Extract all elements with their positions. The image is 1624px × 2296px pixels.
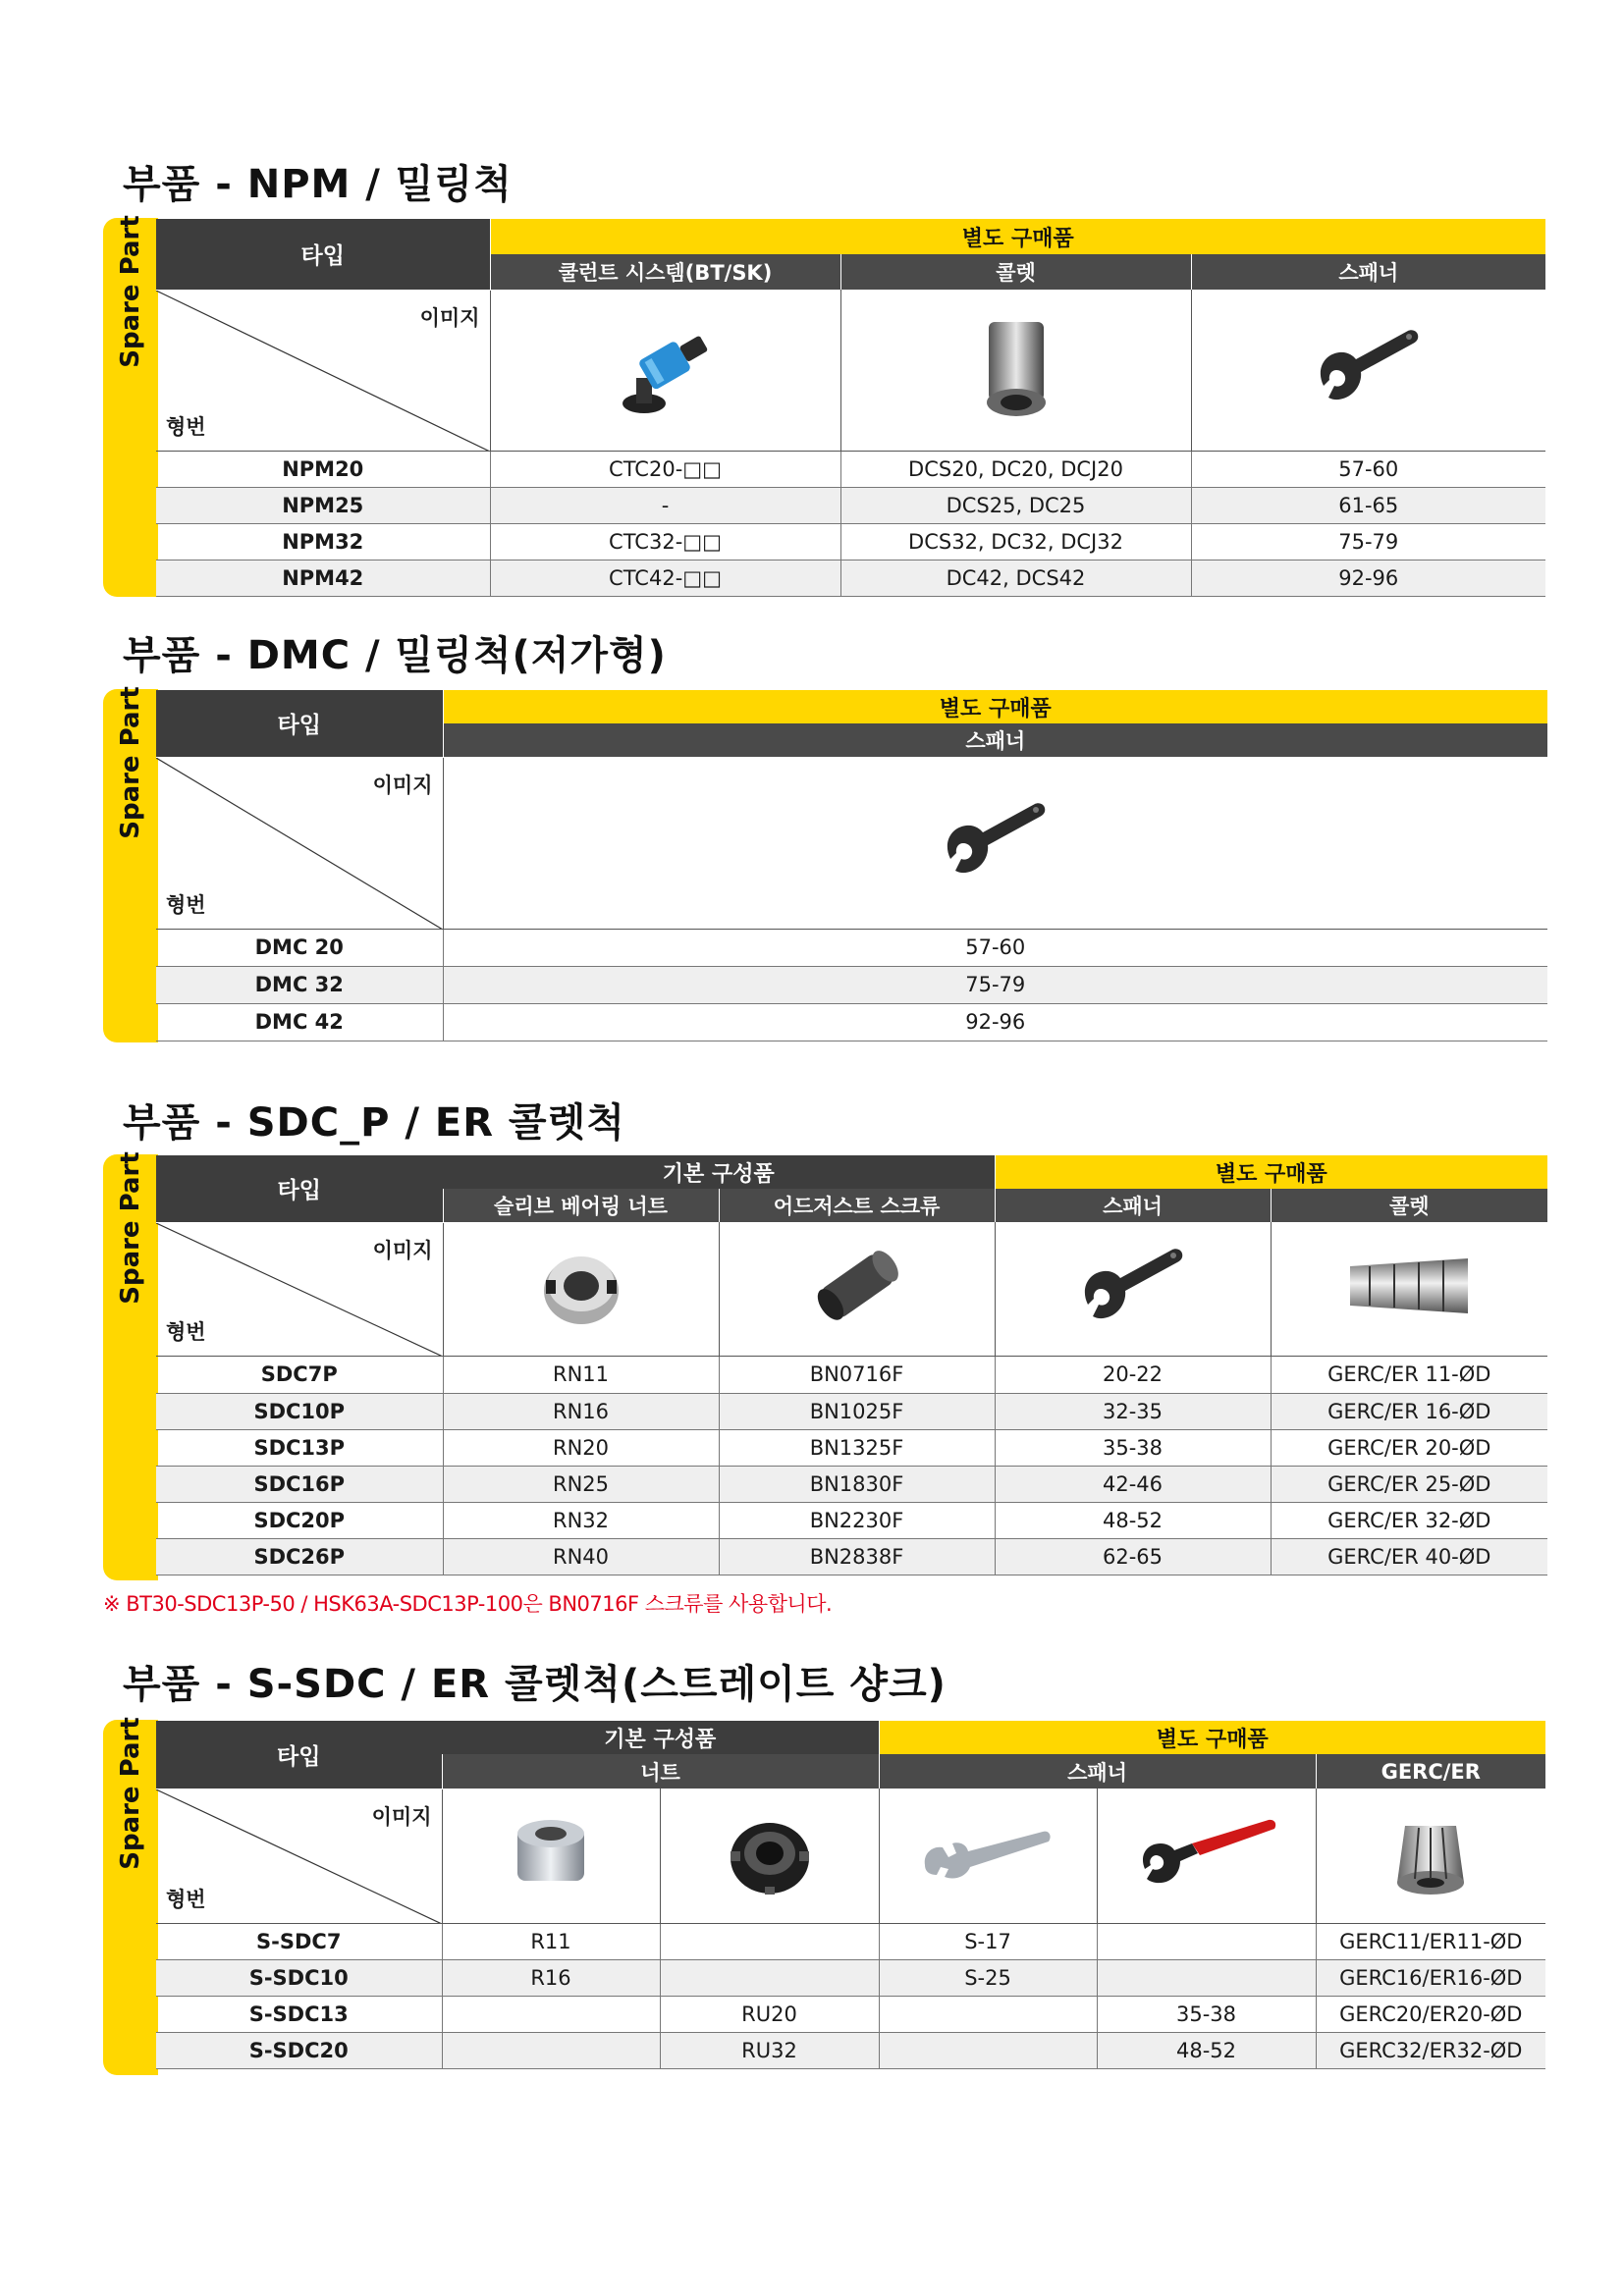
image-model-corner	[156, 290, 490, 451]
spanner-cell: 57-60	[443, 929, 1547, 966]
image-model-corner	[156, 757, 443, 929]
spanner-image	[443, 757, 1547, 929]
collet-cell: GERC/ER 25-ØD	[1271, 1466, 1547, 1502]
section-title-ssdc: 부품 - S-SDC / ER 콜렛척(스트레이트 샹크)	[123, 1662, 947, 1707]
spare-part-tab	[103, 215, 158, 597]
spanner-cell: 48-52	[1097, 2032, 1316, 2068]
image-label: 이미지	[419, 305, 480, 330]
image-label: 이미지	[372, 1238, 433, 1262]
spanner-cell: 32-35	[995, 1393, 1271, 1429]
separate-purchase-header: 별도 구매품	[995, 1155, 1547, 1189]
col-sleeve-bearing-nut: 슬리브 베어링 너트	[443, 1189, 719, 1222]
spanner-cell: S-25	[879, 1959, 1097, 1996]
image-label: 이미지	[372, 773, 433, 797]
sleeve-bearing-nut-image	[443, 1222, 719, 1356]
model-cell: DMC 20	[156, 929, 443, 966]
image-model-corner	[156, 1222, 443, 1356]
model-cell: SDC16P	[156, 1466, 443, 1502]
coolant-cell: CTC20-□□	[490, 451, 840, 487]
spanner-cell: 35-38	[1097, 1996, 1316, 2032]
col-adjust-screw: 어드저스트 스크류	[719, 1189, 995, 1222]
col-nut: 너트	[442, 1754, 879, 1789]
spare-part-tab	[103, 686, 158, 1042]
spanner-image	[995, 1222, 1271, 1356]
gerc-cell: GERC32/ER32-ØD	[1316, 2032, 1545, 2068]
collet-cell: DCS25, DC25	[840, 487, 1191, 523]
sdcp-parts-table	[156, 1155, 1547, 1575]
separate-purchase-header: 별도 구매품	[879, 1721, 1545, 1754]
screw-cell: BN1325F	[719, 1429, 995, 1466]
spanner-cell: S-17	[879, 1923, 1097, 1959]
spanner-cell: 48-52	[995, 1502, 1271, 1538]
spanner-cell: 42-46	[995, 1466, 1271, 1502]
nut-cell: RN20	[443, 1429, 719, 1466]
adjust-screw-image	[719, 1222, 995, 1356]
type-header: 타입	[156, 219, 490, 290]
npm-parts-table	[156, 219, 1545, 597]
nut-cell: RN11	[443, 1356, 719, 1393]
col-collet: 콜렛	[840, 254, 1191, 290]
section-title-npm: 부품 - NPM / 밀링척	[123, 162, 513, 207]
spare-part-label: Spare Part	[116, 1151, 145, 1305]
screw-cell: BN2838F	[719, 1538, 995, 1575]
col-gerc-er: GERC/ER	[1316, 1754, 1545, 1789]
collet-cell: GERC/ER 40-ØD	[1271, 1538, 1547, 1575]
gerc-cell: GERC20/ER20-ØD	[1316, 1996, 1545, 2032]
nut-cell	[442, 1996, 660, 2032]
slotted-nut-image	[660, 1789, 879, 1923]
spare-part-label: Spare Part	[116, 215, 145, 368]
collet-image	[840, 290, 1191, 451]
spanner-cell: 62-65	[995, 1538, 1271, 1575]
collet-cell: GERC/ER 11-ØD	[1271, 1356, 1547, 1393]
spanner-cell: 57-60	[1191, 451, 1545, 487]
collet-cell: GERC/ER 20-ØD	[1271, 1429, 1547, 1466]
model-label: 형번	[166, 892, 206, 917]
type-header: 타입	[156, 1721, 442, 1789]
model-cell: SDC20P	[156, 1502, 443, 1538]
spanner-cell: 75-79	[1191, 523, 1545, 560]
model-cell: SDC7P	[156, 1356, 443, 1393]
ssdc-parts-table	[156, 1721, 1545, 2069]
nut-cell	[442, 2032, 660, 2068]
screw-cell: BN2230F	[719, 1502, 995, 1538]
type-header: 타입	[156, 1155, 443, 1222]
gerc-cell: GERC11/ER11-ØD	[1316, 1923, 1545, 1959]
collet-cell: DCS32, DC32, DCJ32	[840, 523, 1191, 560]
spanner-image	[1191, 290, 1545, 451]
model-cell: SDC13P	[156, 1429, 443, 1466]
section-title-dmc: 부품 - DMC / 밀링척(저가형)	[123, 633, 667, 678]
model-cell: S-SDC10	[156, 1959, 442, 1996]
col-spanner: 스패너	[995, 1189, 1271, 1222]
basic-components-header: 기본 구성품	[442, 1721, 879, 1754]
collet-cell: DC42, DCS42	[840, 560, 1191, 596]
col-spanner: 스패너	[443, 723, 1547, 757]
model-cell: SDC10P	[156, 1393, 443, 1429]
spanner-cell: 92-96	[1191, 560, 1545, 596]
col-spanner: 스패너	[1191, 254, 1545, 290]
nut-cell	[660, 1923, 879, 1959]
nut-cell: RN25	[443, 1466, 719, 1502]
spare-part-label: Spare Part	[116, 686, 145, 839]
model-label: 형번	[166, 1319, 206, 1344]
spare-part-tab	[103, 1151, 158, 1580]
model-cell: NPM20	[156, 451, 490, 487]
nut-cell	[660, 1959, 879, 1996]
separate-purchase-header: 별도 구매품	[443, 690, 1547, 723]
nut-cell: RU32	[660, 2032, 879, 2068]
dmc-parts-table	[156, 690, 1547, 1041]
spanner-cell: 75-79	[443, 966, 1547, 1003]
nut-cell: R11	[442, 1923, 660, 1959]
spanner-cell	[1097, 1959, 1316, 1996]
image-model-corner	[156, 1789, 442, 1923]
model-cell: NPM25	[156, 487, 490, 523]
coolant-cell: CTC32-□□	[490, 523, 840, 560]
round-nut-image	[442, 1789, 660, 1923]
collet-cell: GERC/ER 16-ØD	[1271, 1393, 1547, 1429]
model-cell: NPM42	[156, 560, 490, 596]
model-cell: S-SDC7	[156, 1923, 442, 1959]
model-cell: S-SDC20	[156, 2032, 442, 2068]
model-label: 형번	[166, 414, 206, 439]
spanner-cell: 20-22	[995, 1356, 1271, 1393]
coolant-cell: CTC42-□□	[490, 560, 840, 596]
nut-cell: RN40	[443, 1538, 719, 1575]
coolant-cell: -	[490, 487, 840, 523]
nut-cell: R16	[442, 1959, 660, 1996]
spanner-cell: 92-96	[443, 1003, 1547, 1041]
screw-cell: BN1025F	[719, 1393, 995, 1429]
spare-part-label: Spare Part	[116, 1717, 145, 1870]
col-spanner: 스패너	[879, 1754, 1316, 1789]
spanner-cell: 61-65	[1191, 487, 1545, 523]
image-label: 이미지	[371, 1804, 432, 1829]
spanner-cell	[879, 2032, 1097, 2068]
red-hook-spanner-image	[1097, 1789, 1316, 1923]
nut-cell: RU20	[660, 1996, 879, 2032]
open-spanner-image	[879, 1789, 1097, 1923]
model-cell: SDC26P	[156, 1538, 443, 1575]
gerc-collet-image	[1316, 1789, 1545, 1923]
model-cell: DMC 42	[156, 1003, 443, 1041]
screw-cell: BN0716F	[719, 1356, 995, 1393]
gerc-cell: GERC16/ER16-ØD	[1316, 1959, 1545, 1996]
model-cell: DMC 32	[156, 966, 443, 1003]
separate-purchase-header: 별도 구매품	[490, 219, 1545, 254]
spanner-cell: 35-38	[995, 1429, 1271, 1466]
footnote: ※ BT30-SDC13P-50 / HSK63A-SDC13P-100은 BN0716F 스크류를 사용합니다.	[103, 1592, 833, 1616]
spanner-cell	[879, 1996, 1097, 2032]
collet-cell: GERC/ER 32-ØD	[1271, 1502, 1547, 1538]
spanner-cell	[1097, 1923, 1316, 1959]
section-title-sdcp: 부품 - SDC_P / ER 콜렛척	[123, 1100, 625, 1146]
collet-image	[1271, 1222, 1547, 1356]
nut-cell: RN16	[443, 1393, 719, 1429]
col-coolant-system: 쿨런트 시스템(BT/SK)	[490, 254, 840, 290]
nut-cell: RN32	[443, 1502, 719, 1538]
screw-cell: BN1830F	[719, 1466, 995, 1502]
coolant-system-image	[490, 290, 840, 451]
basic-components-header: 기본 구성품	[443, 1155, 995, 1189]
model-cell: NPM32	[156, 523, 490, 560]
collet-cell: DCS20, DC20, DCJ20	[840, 451, 1191, 487]
model-label: 형번	[166, 1887, 206, 1911]
model-cell: S-SDC13	[156, 1996, 442, 2032]
spare-part-tab	[103, 1717, 158, 2075]
col-collet: 콜렛	[1271, 1189, 1547, 1222]
type-header: 타입	[156, 690, 443, 757]
